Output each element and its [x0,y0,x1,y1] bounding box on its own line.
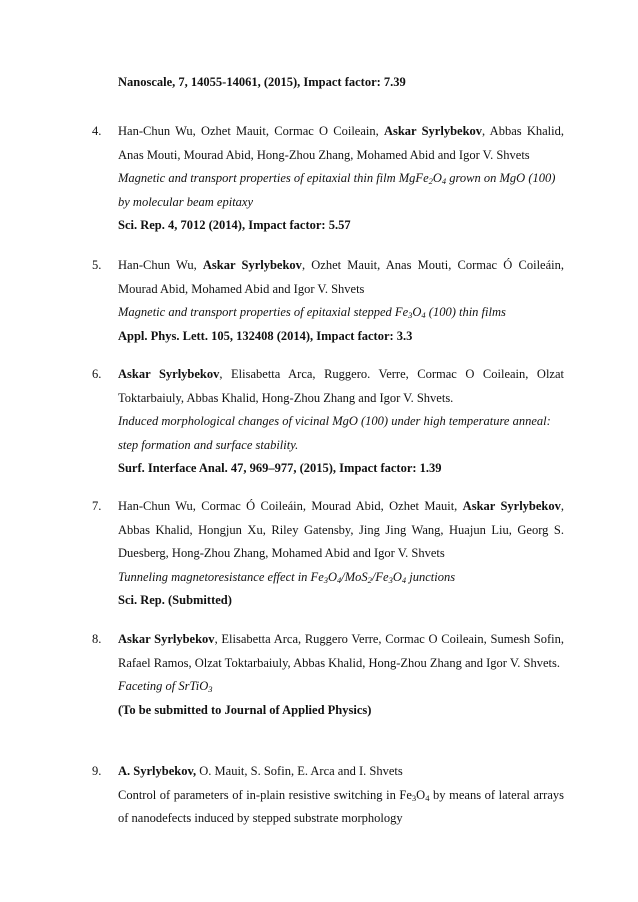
entry-number: 7. [92,499,102,513]
publication-entry-7 [92,495,564,613]
publication-entry-9 [92,760,564,831]
entry-authors: A. Syrlybekov, O. Mauit, S. Sofin, E. Arca and I. Shvets [118,764,403,778]
entry-title: Faceting of SrTiO$_3$ [118,679,213,694]
entry-title: Induced morphological changes of vicinal MgO (100) under high temperature anneal: step formation and surface stability. [118,414,551,452]
entry-publication: Sci. Rep. (Submitted) [118,593,232,607]
highlighted-author: Askar Syrlybekov [118,632,215,646]
entry-authors: Askar Syrlybekov, Elisabetta Arca, Ruggero. Verre, Cormac O Coileain, Olzat Toktarbaiuly, Abbas Khalid, Hong-Zhou Zhang and Igor V. Shvets. [118,367,564,405]
publication-entry-5 [92,254,564,348]
entry-title: Magnetic and transport properties of epitaxial thin film $MgFe_2O_4$ grown on MgO (100) by molecular beam epitaxy [118,171,556,209]
highlighted-author: Askar Syrlybekov [202,258,302,272]
entry-number: 9. [92,764,102,778]
entry-publication: Sci. Rep. 4, 7012 (2014), Impact factor: 5.57 [118,218,351,232]
entry-authors: Han-Chun Wu, Askar Syrlybekov, Ozhet Mauit, Anas Mouti, Cormac Ó Coileáin, Mourad Abid, Mohamed Abid and Igor V. Shvets [118,258,564,296]
publication-continuation: Nanoscale, 7, 14055-14061, (2015), Impact factor: 7.39 [118,75,406,89]
entry-number: 6. [92,367,102,381]
highlighted-author: Askar Syrlybekov [118,367,220,381]
entry-title: Magnetic and transport properties of epitaxial stepped $Fe_3O_4$ (100) thin films [118,305,506,320]
highlighted-author: Askar Syrlybekov [462,499,561,513]
entry-number: 8. [92,632,102,646]
entry-number: 5. [92,258,102,272]
publication-entry-6 [92,363,564,481]
entry-authors: Han-Chun Wu, Cormac Ó Coileáin, Mourad Abid, Ozhet Mauit, Askar Syrlybekov, Abbas Khalid, Hongjun Xu, Riley Gatensby, Jing Jing Wang, Huajun Liu, Georg S. Duesberg, Hong-Zhou Zhang, Mohamed Abid and Igor V. Shvets [118,499,564,560]
entry-authors: Han-Chun Wu, Ozhet Mauit, Cormac O Coileain, Askar Syrlybekov, Abbas Khalid, Anas Mouti, Mourad Abid, Hong-Zhou Zhang, Mohamed Abid and Igor V. Shvets [118,124,564,162]
entry-publication: (To be submitted to Journal of Applied Physics) [118,702,372,717]
publication-entry-4 [92,120,564,238]
entry-title: Control of parameters of in-plain resistive switching in $Fe_3O_4$ by means of lateral arrays of nanodefects induced by stepped substrate morphology [118,787,564,825]
entry-publication: Surf. Interface Anal. 47, 969–977, (2015), Impact factor: 1.39 [118,461,442,475]
entry-title: Tunneling magnetoresistance effect in $Fe_3O_4/MoS_2/Fe_3O_4$ junctions [118,569,456,585]
entry-number: 4. [92,124,102,138]
highlighted-author: A. Syrlybekov, [118,764,197,778]
highlighted-author: Askar Syrlybekov [383,124,483,138]
entry-authors: Askar Syrlybekov, Elisabetta Arca, Ruggero Verre, Cormac O Coileain, Sumesh Sofin, Rafael Ramos, Olzat Toktarbaiuly, Abbas Khalid, Hong-Zhou Zhang and Igor V. Shvets. [118,632,565,670]
publication-entry-8 [92,628,565,722]
entry-publication: Appl. Phys. Lett. 105, 132408 (2014), Impact factor: 3.3 [118,328,413,343]
